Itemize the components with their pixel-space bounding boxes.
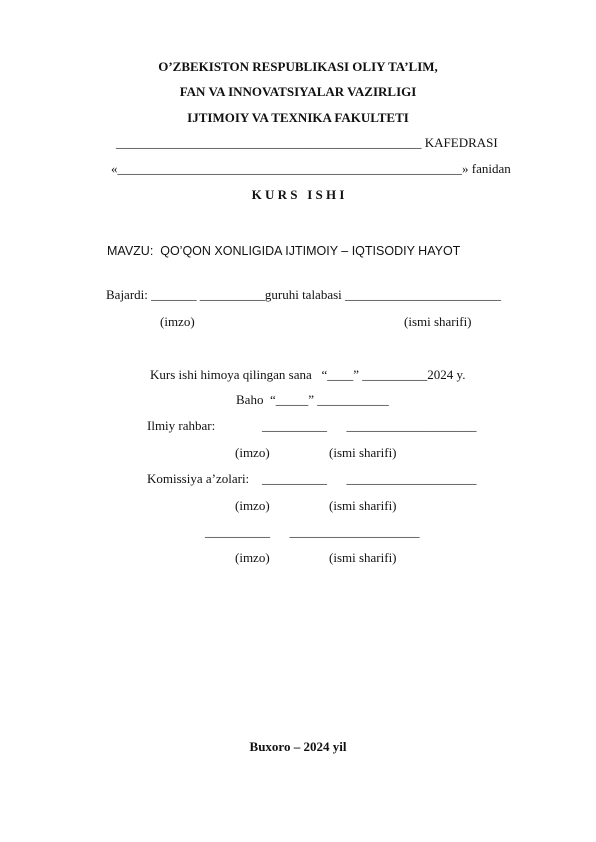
document-type: K U R S I S H I (251, 187, 345, 202)
topic-title: MAVZU: QO’QON XONLIGIDA IJTIMOIY – IQTISODIY HAYOT (107, 244, 461, 258)
supervisor-name-caption: (ismi sharifi) (329, 445, 397, 460)
place-year: Buxoro – 2024 yil (249, 739, 347, 754)
commission-label: Komissiya a’zolari: (147, 471, 250, 486)
ministry-line-1: O’ZBEKISTON RESPUBLIKASI OLIY TA’LIM, (158, 59, 438, 74)
ministry-line-2: FAN VA INNOVATSIYALAR VAZIRLIGI (179, 84, 417, 99)
defense-date-line: Kurs ishi himoya qilingan sana “____” __________2024 y. (150, 367, 466, 382)
grade-line: Baho “_____” ___________ (236, 392, 389, 407)
commission-signature-caption-1: (imzo) (235, 498, 270, 513)
commission-name-caption-1: (ismi sharifi) (329, 498, 397, 513)
commission-sign-line-2: __________ ____________________ (205, 524, 420, 539)
author-line: Bajardi: _______ __________guruhi talabasi ________________________ (106, 287, 502, 302)
commission-name-caption-2: (ismi sharifi) (329, 550, 397, 565)
supervisor-label: Ilmiy rahbar: (147, 418, 216, 433)
commission-signature-caption-2: (imzo) (235, 550, 270, 565)
subject-line: «_____________________________________________________» fanidan (111, 161, 511, 176)
supervisor-signature-caption: (imzo) (235, 445, 270, 460)
supervisor-sign-line: __________ ____________________ (262, 418, 477, 433)
author-signature-caption: (imzo) (160, 314, 195, 329)
department-line: _______________________________________________ KAFEDRASI (116, 135, 498, 150)
faculty-name: IJTIMOIY VA TEXNIKA FAKULTETI (187, 110, 409, 125)
commission-sign-line-1: __________ ____________________ (262, 471, 477, 486)
author-name-caption: (ismi sharifi) (404, 314, 472, 329)
